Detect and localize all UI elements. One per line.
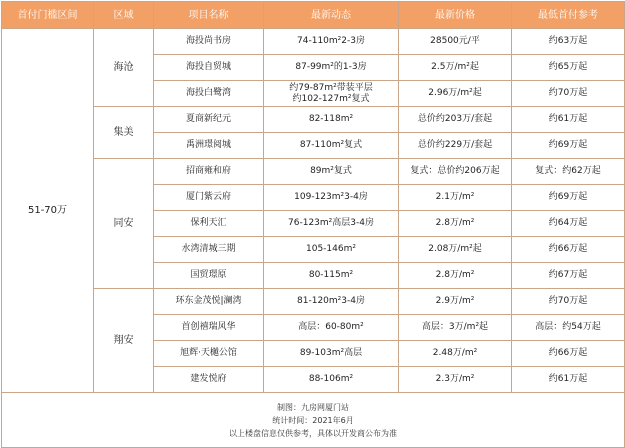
footer-disclaimer: 以上楼盘信息仅供参考，具体以开发商公布为准 <box>229 428 397 438</box>
down-payment-cell: 约64万起 <box>512 211 625 237</box>
project-name-cell: 厦门紫云府 <box>154 185 264 211</box>
news-cell: 80-115m² <box>264 263 399 289</box>
project-name-cell: 环东金茂悦|澜湾 <box>154 289 264 315</box>
news-cell: 89-103m²高层 <box>264 341 399 367</box>
news-cell: 74-110m²2-3房 <box>264 29 399 55</box>
price-table-container <box>1 1 624 439</box>
header-project: 项目名称 <box>154 2 264 29</box>
down-payment-cell: 约69万起 <box>512 185 625 211</box>
project-name-cell: 禹洲璟阅城 <box>154 133 264 159</box>
project-name-cell: 首创禧瑞风华 <box>154 315 264 341</box>
price-cell: 2.3万/m² <box>399 367 512 393</box>
area-cell: 集美 <box>94 107 154 159</box>
down-payment-cell: 约66万起 <box>512 341 625 367</box>
down-payment-cell: 约63万起 <box>512 29 625 55</box>
news-cell: 87-99m²的1-3房 <box>264 55 399 81</box>
range-cell: 51-70万 <box>2 29 94 393</box>
project-name-cell: 海投白鹭湾 <box>154 81 264 107</box>
price-table <box>1 1 625 448</box>
footer-credit: 制图：九房网厦门站 <box>277 402 349 412</box>
project-name-cell: 海投自贸城 <box>154 55 264 81</box>
table-row <box>2 289 625 315</box>
news-cell: 82-118m² <box>264 107 399 133</box>
area-cell: 同安 <box>94 159 154 289</box>
project-name-cell: 海投尚书房 <box>154 29 264 55</box>
down-payment-cell: 约69万起 <box>512 133 625 159</box>
area-cell: 海沧 <box>94 29 154 107</box>
price-cell: 2.8万/m² <box>399 211 512 237</box>
footer-date: 统计时间：2021年6月 <box>272 415 354 425</box>
price-cell: 2.96万/m²起 <box>399 81 512 107</box>
down-payment-cell: 约66万起 <box>512 237 625 263</box>
header-down-payment: 最低首付参考 <box>512 2 625 29</box>
project-name-cell: 保利天汇 <box>154 211 264 237</box>
price-cell: 2.5万/m²起 <box>399 55 512 81</box>
down-payment-cell: 约67万起 <box>512 263 625 289</box>
price-cell: 高层：3万/m²起 <box>399 315 512 341</box>
header-news: 最新动态 <box>264 2 399 29</box>
news-cell: 88-106m² <box>264 367 399 393</box>
price-cell: 2.9万/m² <box>399 289 512 315</box>
header-price: 最新价格 <box>399 2 512 29</box>
down-payment-cell: 约70万起 <box>512 289 625 315</box>
project-name-cell: 建发悦府 <box>154 367 264 393</box>
price-cell: 总价约229万/套起 <box>399 133 512 159</box>
area-cell: 翔安 <box>94 289 154 393</box>
project-name-cell: 国贸璟原 <box>154 263 264 289</box>
news-cell: 109-123m²3-4房 <box>264 185 399 211</box>
down-payment-cell: 约70万起 <box>512 81 625 107</box>
price-cell: 总价约203万/套起 <box>399 107 512 133</box>
header-row <box>2 2 625 29</box>
news-line: 约102-127m²复式 <box>292 93 370 104</box>
table-row <box>2 29 625 55</box>
header-range: 首付门槛区间 <box>2 2 94 29</box>
news-cell: 76-123m²高层3-4房 <box>264 211 399 237</box>
news-cell: 高层：60-80m² <box>264 315 399 341</box>
news-cell: 87-110m²复式 <box>264 133 399 159</box>
table-row <box>2 159 625 185</box>
down-payment-cell: 复式：约62万起 <box>512 159 625 185</box>
project-name-cell: 夏商新纪元 <box>154 107 264 133</box>
table-row <box>2 107 625 133</box>
down-payment-cell: 约61万起 <box>512 367 625 393</box>
news-cell <box>264 81 399 107</box>
price-cell: 2.8万/m² <box>399 263 512 289</box>
news-line: 约79-87m²带装平层 <box>289 82 373 93</box>
down-payment-cell: 约61万起 <box>512 107 625 133</box>
price-cell: 复式：总价约206万起 <box>399 159 512 185</box>
project-name-cell: 旭辉·天樾公馆 <box>154 341 264 367</box>
price-cell: 28500元/平 <box>399 29 512 55</box>
footer-row <box>2 393 625 448</box>
table-body <box>2 29 625 393</box>
down-payment-cell: 约65万起 <box>512 55 625 81</box>
project-name-cell: 招商雍和府 <box>154 159 264 185</box>
header-area: 区域 <box>94 2 154 29</box>
news-cell: 89m²复式 <box>264 159 399 185</box>
price-cell: 2.48万/m² <box>399 341 512 367</box>
down-payment-cell: 高层：约54万起 <box>512 315 625 341</box>
price-cell: 2.08万/m²起 <box>399 237 512 263</box>
news-cell: 81-120m²3-4房 <box>264 289 399 315</box>
news-cell: 105-146m² <box>264 237 399 263</box>
footer-cell <box>2 393 625 448</box>
price-cell: 2.1万/m² <box>399 185 512 211</box>
project-name-cell: 水湾清城三期 <box>154 237 264 263</box>
